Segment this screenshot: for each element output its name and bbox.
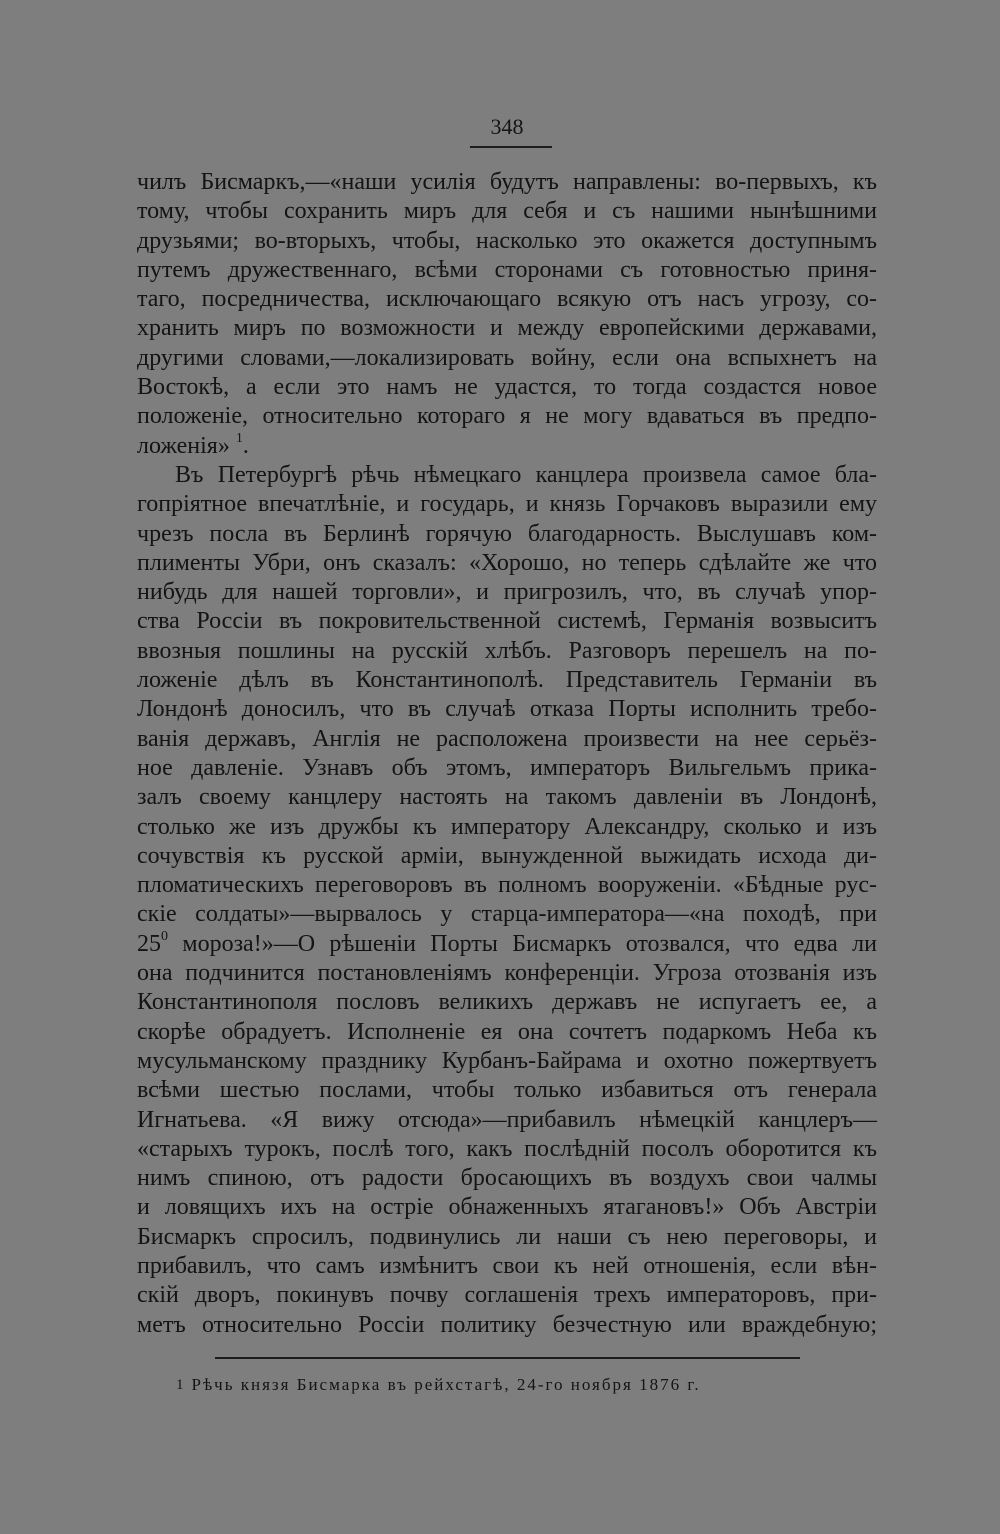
- text-line: скіе солдаты»—вырвалось у старца-императора—«на походѣ, при: [137, 901, 877, 928]
- line-text: .: [242, 432, 249, 459]
- text-line: и ловящихъ ихъ на остріе обнаженныхъ ятагановъ!» Объ Австріи: [137, 1194, 877, 1221]
- text-line: друзьями; во-вторыхъ, чтобы, насколько это окажется доступнымъ: [137, 227, 877, 254]
- page-number: 348: [490, 114, 524, 139]
- line-text: мороза!»—О рѣшеніи Порты Бисмаркъ отозвался, что едва ли: [168, 930, 877, 957]
- footnote-reference: 1: [235, 430, 243, 446]
- text-line: ванія державъ, Англія не расположена произвести на нее серьёз-: [137, 725, 877, 752]
- text-line: хранить миръ по возможности и между европейскими державами,: [137, 315, 877, 342]
- text-line: ства Россіи въ покровительственной системѣ, Германія возвыситъ: [137, 608, 877, 635]
- line-text: ложенія»: [137, 432, 236, 459]
- text-line: нибудь для нашей торговли», и пригрозилъ, что, въ случаѣ упор-: [137, 579, 877, 606]
- text-line: плименты Убри, онъ сказалъ: «Хорошо, но теперь сдѣлайте же что: [137, 549, 877, 576]
- line-text: 25: [137, 930, 161, 957]
- text-line: нимъ спиною, отъ радости бросающихъ въ воздухъ свои чалмы: [137, 1165, 877, 1192]
- text-line: другими словами,—локализировать войну, если она вспыхнетъ на: [137, 344, 877, 371]
- text-line: скорѣе обрадуетъ. Исполненіе ея она сочтетъ подаркомъ Неба къ: [137, 1018, 877, 1045]
- footnote-separator: [215, 1357, 800, 1359]
- text-line: ложеніе дѣлъ въ Константинополѣ. Представитель Германіи въ: [137, 667, 877, 694]
- body-text: [137, 168, 877, 1340]
- text-line: Константинополя пословъ великихъ державъ не испугаетъ ее, а: [137, 989, 877, 1016]
- page-number-underline: [470, 146, 552, 148]
- text-line: Игнатьева. «Я вижу отсюда»—прибавилъ нѣмецкій канцлеръ—: [137, 1106, 877, 1133]
- text-line: столько же изъ дружбы къ императору Александру, сколько и изъ: [137, 813, 877, 840]
- text-line: она подчинится постановленіямъ конференціи. Угроза отозванія изъ: [137, 960, 877, 987]
- text-line: скій дворъ, покинувъ почву соглашенія трехъ императоровъ, при-: [137, 1282, 877, 1309]
- text-line: чилъ Бисмаркъ,—«наши усилія будутъ направлены: во-первыхъ, къ: [137, 169, 877, 195]
- text-line: положеніе, относительно котораго я не могу вдаваться въ предпо-: [137, 403, 877, 430]
- footnote-text: Рѣчь князя Бисмарка въ рейхстагѣ, 24-го ноября 1876 г.: [191, 1375, 701, 1394]
- text-line: Востокѣ, а если это намъ не удастся, то тогда создастся новое: [137, 374, 877, 401]
- footnote-marker: 1: [176, 1377, 186, 1393]
- text-line: прибавилъ, что самъ измѣнитъ свои къ ней отношенія, если вѣн-: [137, 1252, 877, 1279]
- text-line: пломатическихъ переговоровъ въ полномъ вооруженіи. «Бѣдные рус-: [137, 872, 877, 899]
- text-line: всѣми шестью послами, чтобы только избавиться отъ генерала: [137, 1077, 877, 1104]
- text-line: ввозныя пошлины на русскій хлѣбъ. Разговоръ перешелъ на по-: [137, 637, 877, 664]
- text-line: [137, 432, 877, 461]
- text-line: гопріятное впечатлѣніе, и государь, и князь Горчаковъ выразили ему: [137, 491, 877, 518]
- footnote: [176, 1374, 701, 1397]
- text-line: мусульманскому празднику Курбанъ-Байрама и охотно пожертвуетъ: [137, 1047, 877, 1074]
- text-line: Лондонѣ доносилъ, что въ случаѣ отказа Порты исполнить требо-: [137, 696, 877, 723]
- degree-superscript: 0: [161, 928, 168, 944]
- text-line: Бисмаркъ спросилъ, подвинулись ли наши съ нею переговоры, и: [137, 1223, 877, 1250]
- text-line: ное давленіе. Узнавъ объ этомъ, императоръ Вильгельмъ прика-: [137, 754, 877, 781]
- text-line: «старыхъ турокъ, послѣ того, какъ послѣдній посолъ оборотится къ: [137, 1135, 877, 1162]
- text-line: чрезъ посла въ Берлинѣ горячую благодарность. Выслушавъ ком-: [137, 520, 877, 547]
- text-line: [137, 930, 877, 959]
- text-line: путемъ дружественнаго, всѣми сторонами съ готовностью приня-: [137, 256, 877, 283]
- text-line: тому, чтобы сохранить миръ для себя и съ нашими нынѣшними: [137, 198, 877, 225]
- text-line: залъ своему канцлеру настоять на такомъ давленіи въ Лондонѣ,: [137, 784, 877, 811]
- text-line: Въ Петербургѣ рѣчь нѣмецкаго канцлера произвела самое бла-: [175, 461, 877, 488]
- text-line: метъ относительно Россіи политику безчестную или враждебную;: [137, 1311, 877, 1338]
- text-line: сочувствія къ русской арміи, вынужденной выжидать исхода ди-: [137, 842, 877, 869]
- text-line: таго, посредничества, исключающаго всякую отъ насъ угрозу, со-: [137, 286, 877, 313]
